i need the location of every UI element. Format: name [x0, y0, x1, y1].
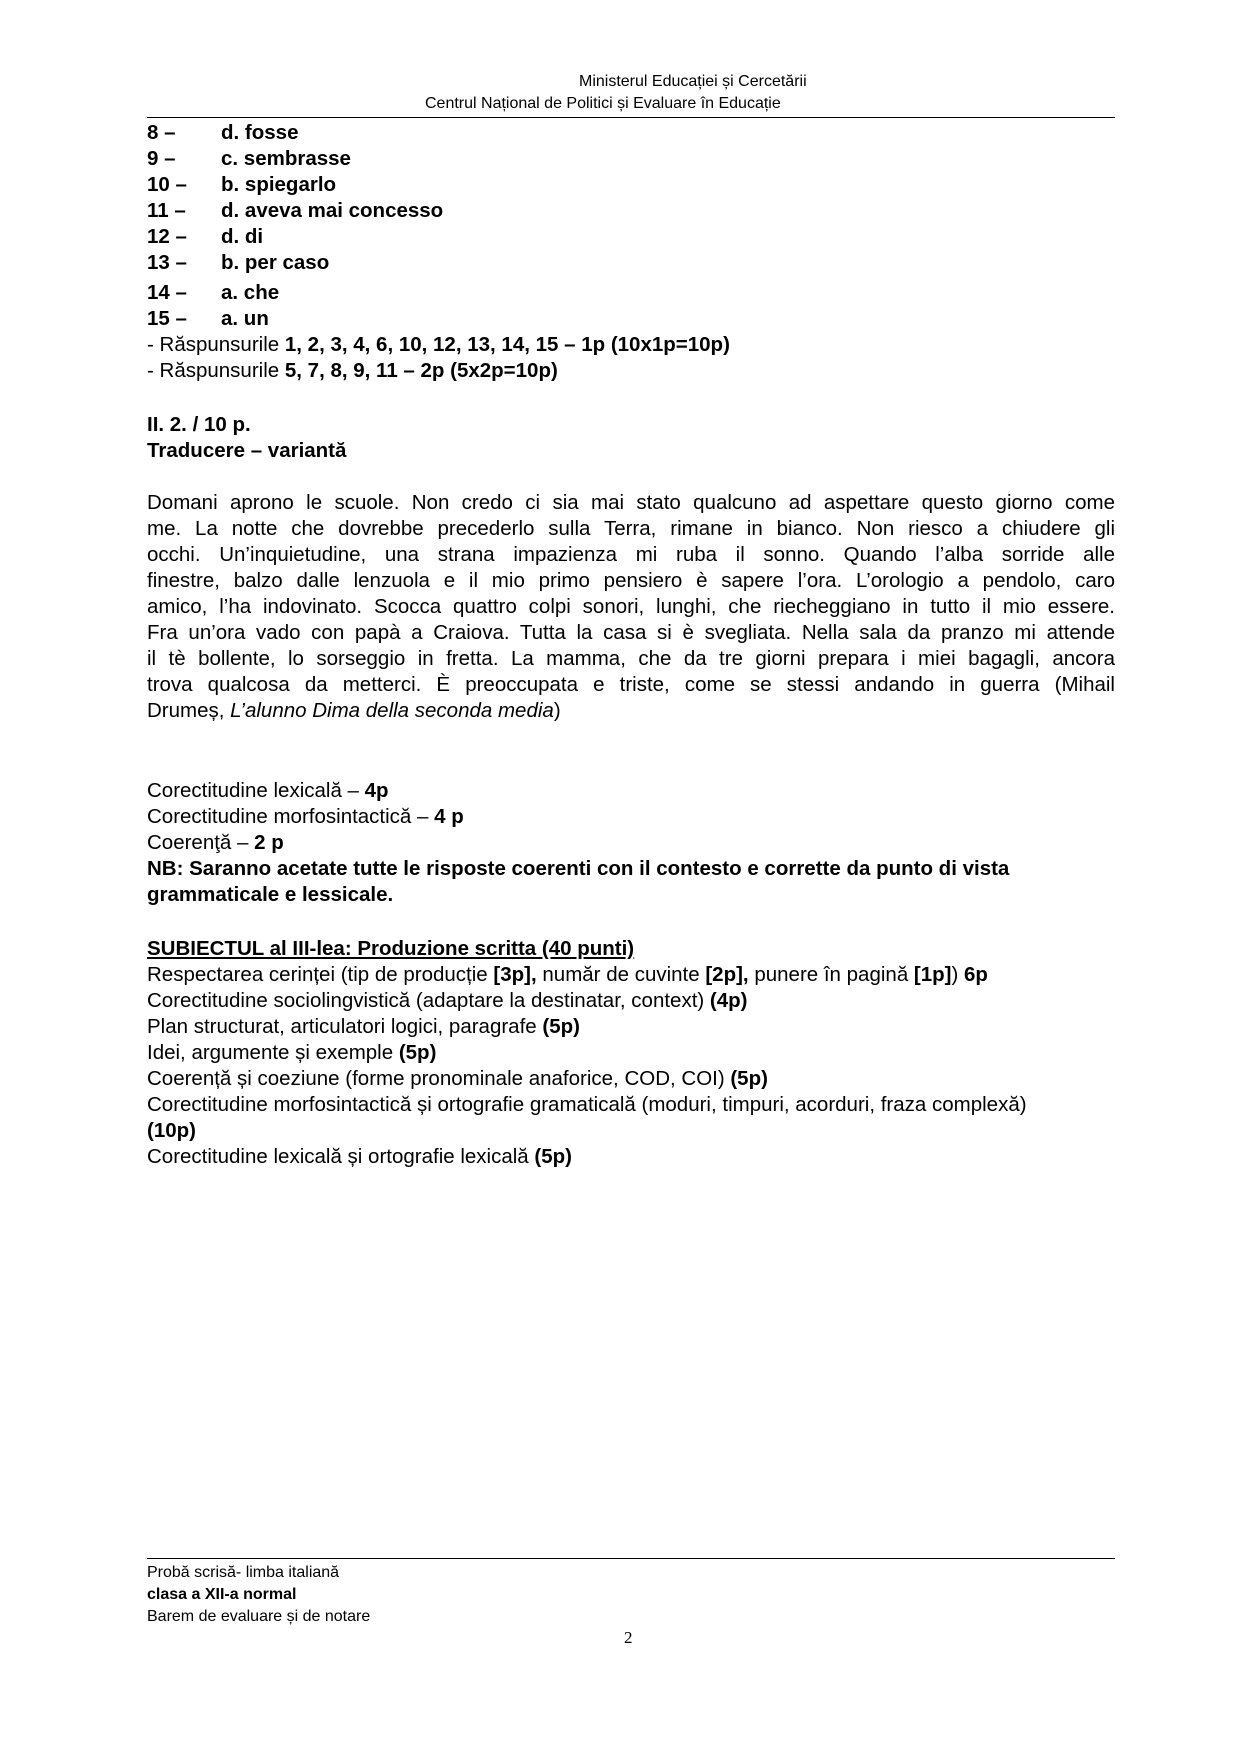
- footer-barem: Barem de evaluare și de notare: [147, 1608, 371, 1625]
- translation-paragraph: [147, 490, 1115, 724]
- paragraph-line: trova qualcosa da metterci. È preoccupata e triste, come se stessi andando in guerra (Mihail: [147, 673, 1115, 696]
- criterion-points: [1p]: [913, 963, 952, 986]
- criterion-label: Corectitudine morfosintactică –: [147, 805, 435, 828]
- answer-value: d. di: [221, 225, 264, 248]
- criterion-points: (5p): [534, 1145, 572, 1168]
- answer-number: 13 –: [147, 251, 187, 274]
- criterion-line: [147, 1040, 436, 1066]
- criterion-points: (5p): [730, 1067, 768, 1090]
- criterion-line: [147, 1066, 768, 1092]
- criterion-points: [3p],: [493, 963, 537, 986]
- page-number: 2: [624, 1628, 633, 1647]
- criterion-label: Corectitudine lexicală –: [147, 779, 365, 802]
- criterion-label: Idei, argumente și exemple: [147, 1041, 399, 1064]
- answer-number: 11 –: [147, 199, 186, 222]
- translation-subtitle: Traducere – variantă: [147, 439, 347, 462]
- criterion-points: (5p): [398, 1041, 437, 1064]
- answer-number: 15 –: [147, 307, 187, 330]
- nb-note-line: [147, 856, 1009, 882]
- criterion-points: (10p): [147, 1119, 196, 1142]
- paragraph-line: il tè bollente, lo sorseggio in fretta. La mamma, che da tre giorni prepara i miei bagagli, ancora: [147, 647, 1115, 670]
- paragraph-line: Fra un’ora vado con papà a Craiova. Tutta la casa si è svegliata. Nella sala da pranzo mi attende: [147, 621, 1115, 644]
- criterion-points: (5p): [542, 1015, 580, 1038]
- answer-value: a. un: [221, 307, 269, 330]
- answer-value: c. sembrasse: [221, 147, 351, 170]
- section-ii2-title: II. 2. / 10 p.: [147, 413, 251, 436]
- paragraph-line: finestre, balzo dalle lenzuola e il mio primo pensiero è sapere l’ora. L’orologio a pendolo, caro: [147, 569, 1115, 592]
- answer-value: d. aveva mai concesso: [221, 199, 444, 222]
- footer-divider: [147, 1558, 1115, 1559]
- nb-note: grammaticale e lessicale.: [147, 883, 394, 906]
- nb-note-line: [147, 882, 393, 908]
- answer-number: 12 –: [147, 225, 187, 248]
- answer-value: b. spiegarlo: [221, 173, 337, 196]
- criterion-line: [147, 988, 748, 1014]
- criterion-label: Coerenţă –: [147, 831, 255, 854]
- footer-class: clasa a XII-a normal: [147, 1586, 297, 1603]
- criterion-label: Corectitudine morfosintactică și ortografie gramaticală (moduri, timpuri, acorduri, fraza complexă): [147, 1093, 1027, 1116]
- paragraph-line: occhi. Un’inquietudine, una strana impazienza mi ruba il sonno. Quando l’alba sorride alle: [147, 543, 1115, 566]
- criterion-points: 4p: [364, 779, 389, 802]
- criterion-line: [147, 1144, 572, 1170]
- paragraph-line: Domani aprono le scuole. Non credo ci sia mai stato qualcuno ad aspettare questo giorno come: [147, 491, 1115, 514]
- scoring-line: [147, 358, 558, 384]
- criterion-line: [147, 1092, 1027, 1118]
- criterion-line: [147, 962, 988, 988]
- nb-note: NB: Saranno acetate tutte le risposte coerenti con il contesto e corrette da punto di vista: [147, 857, 1010, 880]
- scoring-prefix: - Răspunsurile: [147, 359, 285, 382]
- criterion-line: [147, 1014, 580, 1040]
- scoring-prefix: - Răspunsurile: [147, 333, 285, 356]
- paragraph-line: me. La notte che dovrebbe precederlo sulla Terra, rimane in bianco. Non riesco a chiudere gli: [147, 517, 1115, 540]
- header-divider: [147, 117, 1115, 118]
- criterion-label: punere în pagină: [748, 963, 914, 986]
- criterion-total: 6p: [964, 963, 988, 986]
- scoring-line: [147, 332, 730, 358]
- paragraph-line: amico, l’ha indovinato. Scocca quattro colpi sonori, lunghi, che riecheggiano in tutto il mio essere.: [147, 595, 1115, 618]
- criterion-points: 2 p: [254, 831, 284, 854]
- header-ministry: Ministerul Educației și Cercetării: [579, 73, 807, 90]
- subiectul-3-title: [147, 936, 634, 962]
- criterion-label: Coerență și coeziune (forme pronominale anaforice, COD, COI): [147, 1067, 731, 1090]
- book-title: L’alunno Dima della seconda media: [230, 699, 554, 722]
- answer-number: 8 –: [147, 121, 176, 144]
- answer-value: b. per caso: [221, 251, 330, 274]
- paragraph-last-line: [147, 698, 1115, 724]
- criterion-label: Corectitudine lexicală și ortografie lexicală: [147, 1145, 535, 1168]
- footer-exam: Probă scrisă- limba italiană: [147, 1564, 340, 1581]
- criterion-points: (4p): [709, 989, 748, 1012]
- criterion-label: Plan structurat, articulatori logici, paragrafe: [147, 1015, 543, 1038]
- criterion-line: [147, 1118, 196, 1144]
- section-subtitle: [147, 438, 346, 464]
- scoring-detail: 5, 7, 8, 9, 11 – 2p (5x2p=10p): [284, 359, 558, 382]
- criterion-points: 4 p: [434, 805, 464, 828]
- section-iii-title: SUBIECTUL al III-lea: Produzione scritta (40 punti): [147, 937, 635, 960]
- criterion-line: [147, 830, 284, 856]
- author-name: Drumeș,: [147, 699, 231, 722]
- section-title: [147, 412, 251, 438]
- criterion-label: ): [951, 963, 965, 986]
- answer-number: 10 –: [147, 173, 187, 196]
- criterion-label: număr de cuvinte: [536, 963, 706, 986]
- criterion-label: Corectitudine sociolingvistică (adaptare la destinatar, context): [147, 989, 710, 1012]
- criterion-points: [2p],: [705, 963, 749, 986]
- scoring-detail: 1, 2, 3, 4, 6, 10, 12, 13, 14, 15 – 1p (10x1p=10p): [284, 333, 730, 356]
- criterion-label: Respectarea cerinței (tip de producție: [147, 963, 494, 986]
- header-center: Centrul Național de Politici și Evaluare în Educație: [425, 95, 781, 112]
- closing-paren: ): [553, 699, 561, 722]
- answer-number: 14 –: [147, 281, 187, 304]
- answer-number: 9 –: [147, 147, 176, 170]
- criterion-line: [147, 804, 464, 830]
- criterion-line: [147, 778, 389, 804]
- answer-value: d. fosse: [221, 121, 299, 144]
- answer-value: a. che: [221, 281, 280, 304]
